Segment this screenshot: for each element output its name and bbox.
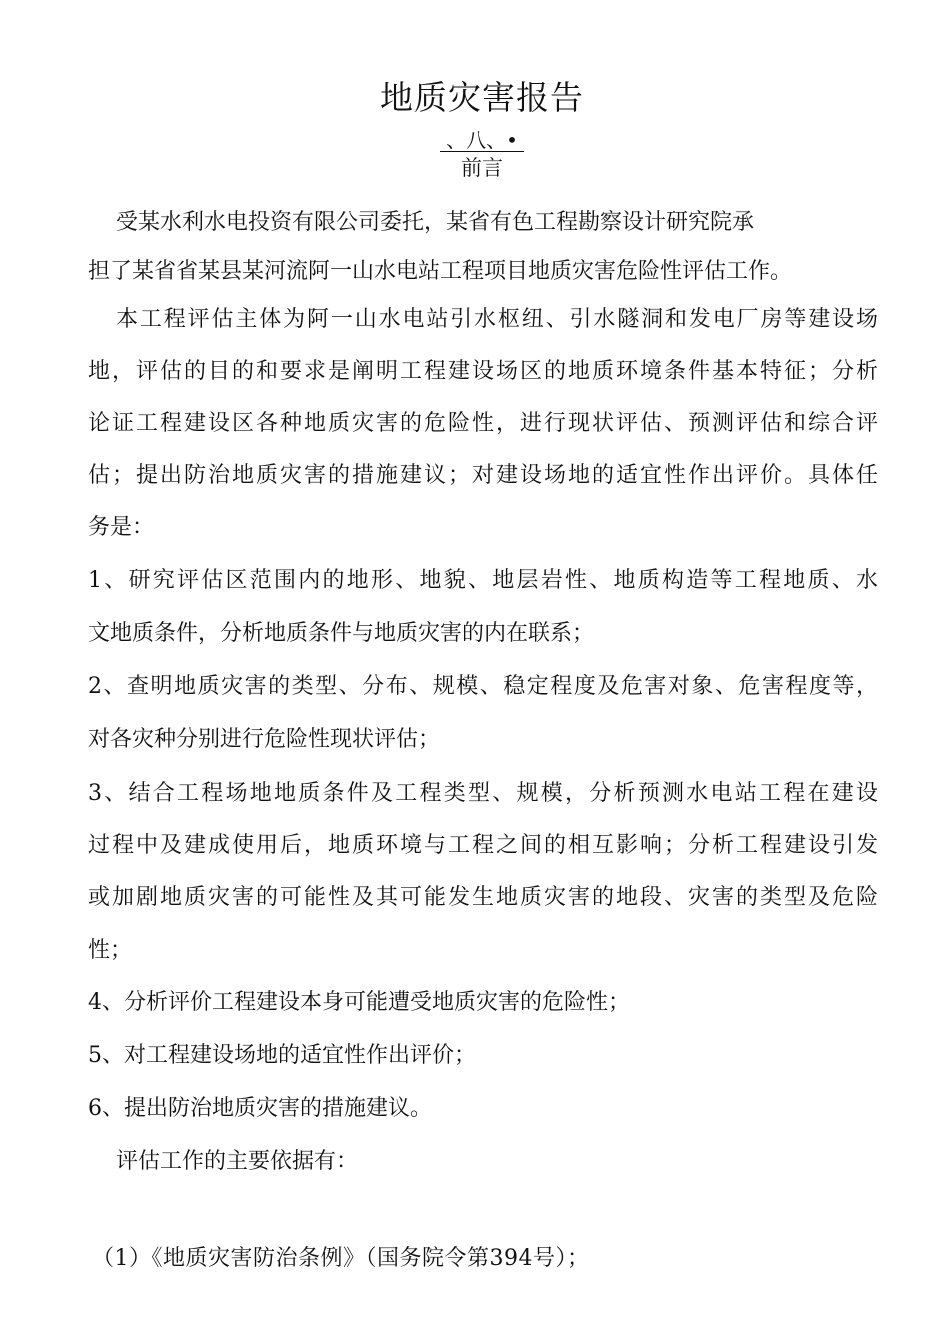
paragraph-line: 担了某省省某县某河流阿一山水电站工程项目地质灾害危险性评估工作。 — [88, 259, 793, 284]
paragraph-line: 地，评估的目的和要求是阐明工程建设场区的地质环境条件基本特征；分析 — [88, 359, 878, 384]
paragraph-line: 务是： — [88, 515, 155, 540]
paragraph-line: 评估工作的主要依据有： — [116, 1149, 359, 1174]
list-item-line: 5、对工程建设场地的适宜性作出评价； — [88, 1043, 476, 1068]
list-item-line: 或加剧地质灾害的可能性及其可能发生地质灾害的地段、灾害的类型及危险 — [88, 885, 878, 910]
list-item-line: 文地质条件，分析地质条件与地质灾害的内在联系； — [88, 621, 595, 646]
section-mark-text: 、八、• — [440, 129, 524, 152]
paragraph-line: 论证工程建设区各种地质灾害的危险性，进行现状评估、预测评估和综合评 — [88, 411, 878, 436]
section-mark — [0, 128, 950, 152]
list-item-line: 1、研究评估区范围内的地形、地貌、地层岩性、地质构造等工程地质、水 — [88, 568, 878, 593]
list-item-line: 6、提出防治地质灾害的措施建议。 — [88, 1096, 432, 1121]
list-item-line: 4、分析评价工程建设本身可能遭受地质灾害的危险性； — [88, 990, 630, 1015]
paragraph-line: 受某水利水电投资有限公司委托，某省有色工程勘察设计研究院承 — [116, 210, 755, 235]
list-item-line: 3、结合工程场地地质条件及工程类型、规模，分析预测水电站工程在建设 — [88, 781, 878, 806]
list-item-line: 过程中及建成使用后，地质环境与工程之间的相互影响；分析工程建设引发 — [88, 833, 878, 858]
list-item-line: 性； — [88, 938, 133, 963]
list-item-line: 2、查明地质灾害的类型、分布、规模、稳定程度及危害对象、危害程度等， — [88, 674, 878, 699]
section-title: 前言 — [461, 156, 503, 180]
list-item-line: 对各灾种分别进行危险性现状评估； — [88, 727, 441, 752]
basis-item-line: （1）《地质灾害防治条例》（国务院令第394号）； — [92, 1246, 590, 1271]
paragraph-line: 估；提出防治地质灾害的措施建议；对建设场地的适宜性作出评价。具体任 — [88, 463, 878, 488]
paragraph-line: 本工程评估主体为阿一山水电站引水枢纽、引水隧洞和发电厂房等建设场 — [116, 307, 878, 332]
document-title: 地质灾害报告 — [380, 78, 584, 117]
